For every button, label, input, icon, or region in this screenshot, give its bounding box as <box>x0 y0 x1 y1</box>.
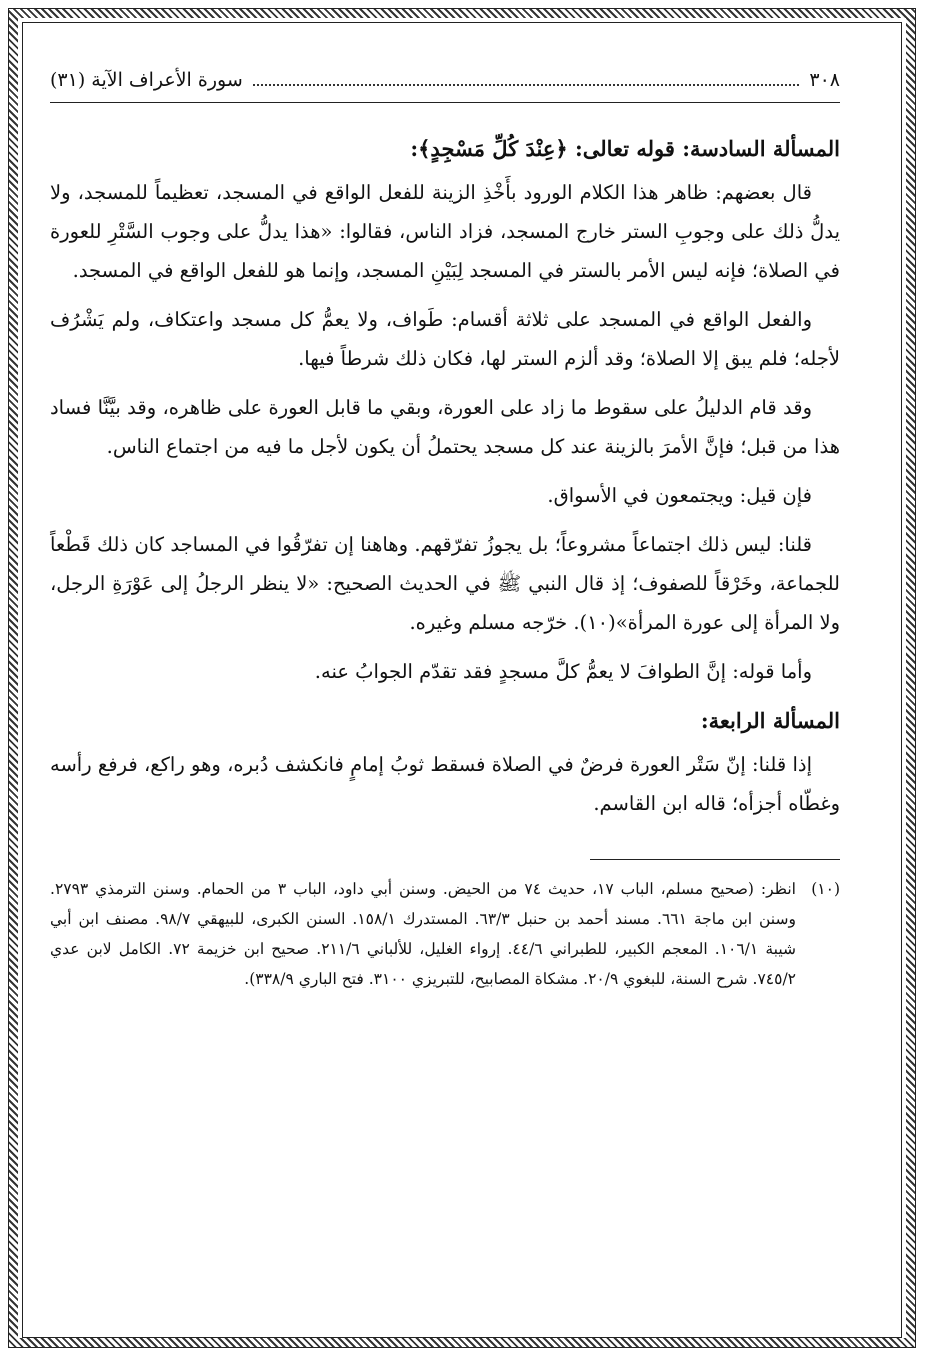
paragraph: قال بعضهم: ظاهر هذا الكلام الورود بأَخْذِ الزينة للفعل الواقع في المسجد، تعظيماً للمسجد، ولا يدلُّ ذلك على وجوبِ الستر خارج المسجد، فزاد الناس، فقالوا: «هذا يدلُّ على وجوب السَّتْرِ للعورة في الصلاة؛ فإنه ليس الأمر بالستر في المسجد لِبَيْنِ المسجد، وإنما هو للفعل الواقع في المسجد. <box>50 181 840 282</box>
page-number: ٣٠٨ <box>809 69 840 91</box>
paragraph: إذا قلنا: إنّ سَتْر العورة فرضٌ في الصلاة فسقط ثوبُ إمامٍ فانكشف دُبره، وهو راكع، فرفع رأسه وغطّاه أجزأه؛ قاله ابن القاسم. <box>50 753 840 815</box>
paragraph: وأما قوله: إنَّ الطوافَ لا يعمُّ كلَّ مسجدٍ فقد تقدّم الجوابُ عنه. <box>314 660 812 683</box>
header-dots <box>253 84 800 86</box>
footnote-divider <box>590 859 840 860</box>
running-title: سورة الأعراف الآية (٣١) <box>50 69 243 91</box>
section-heading-6: المسألة السادسة: قوله تعالى: ﴿عِنْدَ كُلِّ مَسْجِدٍ﴾: <box>410 136 840 161</box>
paragraph: فإن قيل: ويجتمعون في الأسواق. <box>547 484 812 507</box>
section-heading-4: المسألة الرابعة: <box>700 708 840 733</box>
running-header <box>50 60 840 103</box>
footnote <box>50 874 840 994</box>
footnote-number: (١٠) <box>811 880 840 898</box>
book-page <box>50 60 840 994</box>
footnote-text: انظر: (صحيح مسلم، الباب ١٧، حديث ٧٤ من الحيض. وسنن أبي داود، الباب ٣ من الحمام. وسنن الترمذي ٢٧٩٣. وسنن ابن ماجة ٦٦١. مسند أحمد بن حنبل ٦٣/٣. المستدرك ١٥٨/١. السنن الكبرى، للبيهقي ٩٨/٧. مصنف ابن أبي شيبة ١٠٦/١. المعجم الكبير، للطبراني ٤٤/٦. إرواء الغليل، للألباني ٢١١/٦. صحيح ابن خزيمة ٧٢. الكامل لابن عدي ٧٤٥/٢. شرح السنة، للبغوي ٢٠/٩. مشكاة المصابيح، للتبريزي ٣١٠٠. فتح الباري ٣٣٨/٩). <box>50 880 796 988</box>
paragraph: قلنا: ليس ذلك اجتماعاً مشروعاً؛ بل يجوزُ تفرّقهم. وهاهنا إن تفرّقُوا في المساجد كان ذلك قَطْعاً للجماعة، وخَرْقاً للصفوف؛ إذ قال النبي ﷺ في الحديث الصحيح: «لا ينظر الرجلُ إلى عَوْرَةِ الرجل، ولا المرأة إلى عورة المرأة»(١٠). خرّجه مسلم وغيره. <box>50 533 840 634</box>
paragraph: وقد قام الدليلُ على سقوط ما زاد على العورة، وبقي ما قابل العورة على ظاهره، وقد بيَّنَّا فساد هذا من قبل؛ فإنَّ الأمرَ بالزينة عند كل مسجد يحتملُ أن يكون لأجل ما فيه من اجتماع الناس. <box>50 396 840 458</box>
paragraph: والفعل الواقع في المسجد على ثلاثة أقسام: طَواف، ولا يعمُّ كل مسجد واعتكاف، ولم يَشْرُف لأجله؛ فلم يبق إلا الصلاة؛ وقد ألزم الستر لها، فكان ذلك شرطاً فيها. <box>50 308 840 370</box>
